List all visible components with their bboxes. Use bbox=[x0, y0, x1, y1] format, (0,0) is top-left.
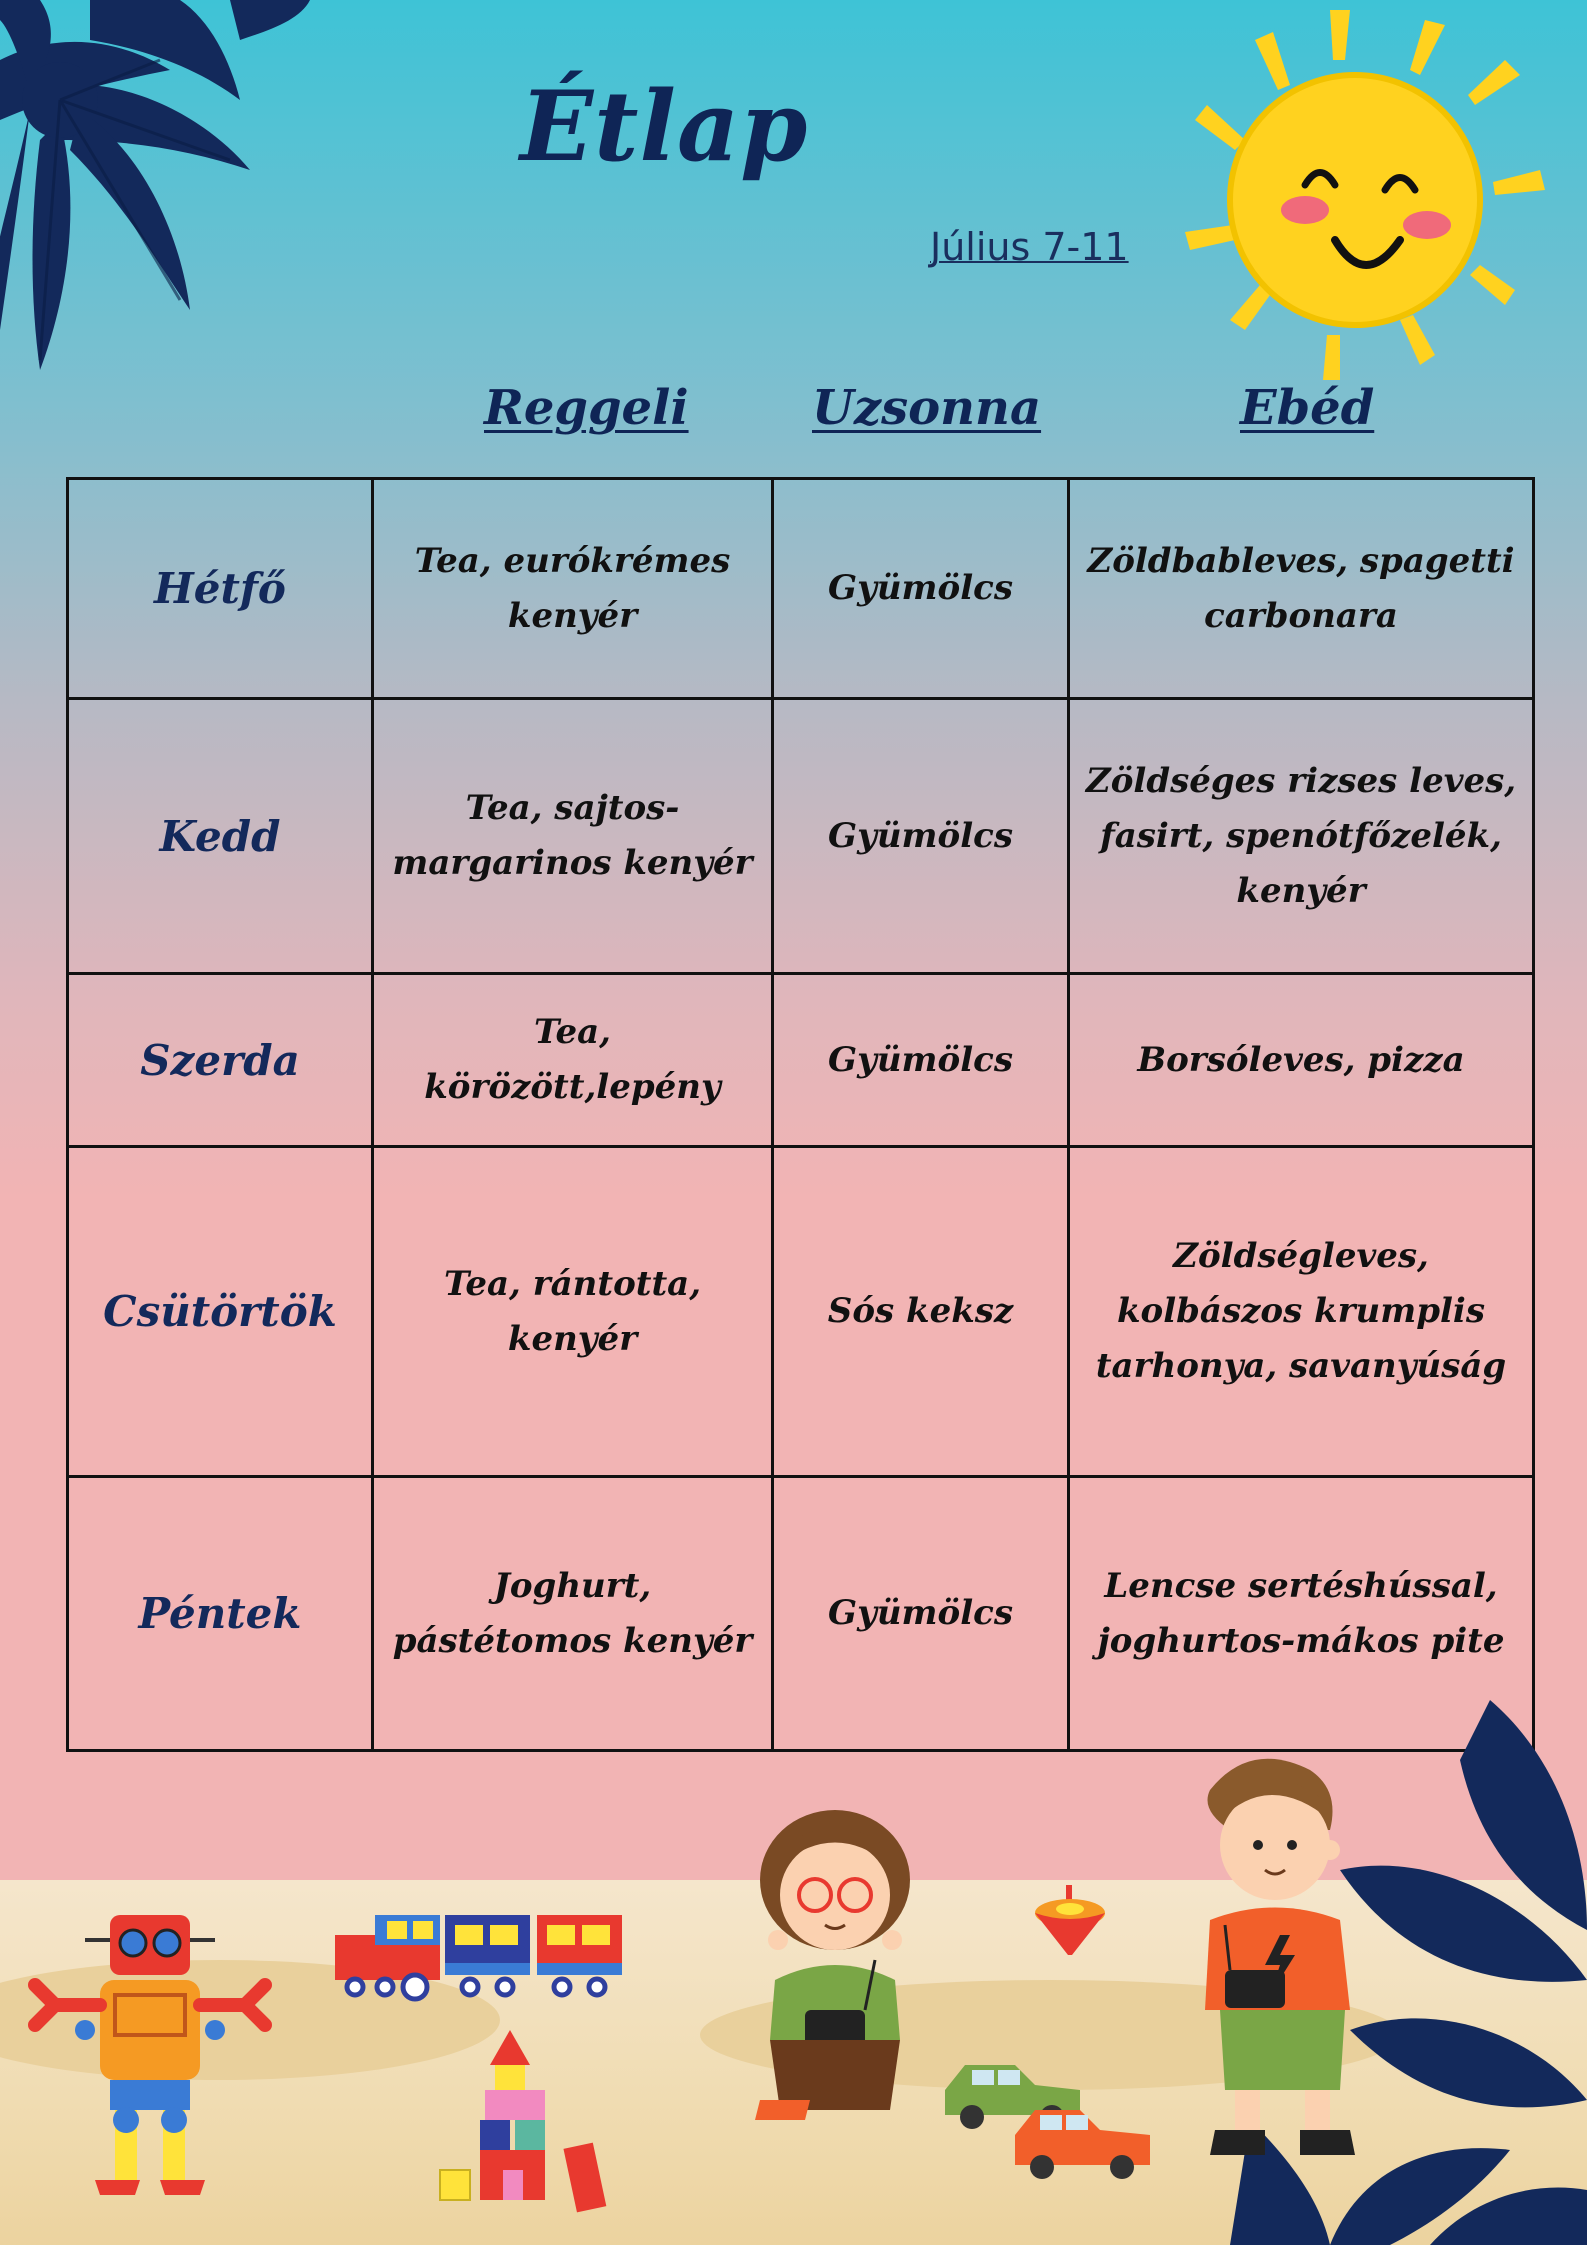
toy-blocks-icon bbox=[435, 2030, 615, 2215]
uzsonna-cell: Gyümölcs bbox=[773, 479, 1069, 699]
robot-icon bbox=[15, 1905, 285, 2205]
uzsonna-cell: Gyümölcs bbox=[773, 1477, 1069, 1751]
table-row bbox=[68, 699, 1534, 974]
uzsonna-cell: Gyümölcs bbox=[773, 699, 1069, 974]
toy-cars-icon bbox=[940, 2055, 1160, 2185]
spinning-top-icon bbox=[1030, 1885, 1110, 1965]
reggeli-cell: Tea, rántotta, kenyér bbox=[373, 1147, 773, 1477]
page-title: Étlap bbox=[520, 70, 809, 183]
day-cell: Péntek bbox=[68, 1477, 373, 1751]
column-header-ebed: Ebéd bbox=[1240, 380, 1375, 436]
boy-with-remote-icon bbox=[1170, 1750, 1390, 2170]
column-header-reggeli: Reggeli bbox=[484, 380, 689, 436]
reggeli-cell: Tea, eurókrémes kenyér bbox=[373, 479, 773, 699]
uzsonna-cell: Sós keksz bbox=[773, 1147, 1069, 1477]
sun-icon bbox=[1135, 0, 1587, 420]
girl-with-remote-icon bbox=[750, 1810, 920, 2130]
uzsonna-cell: Gyümölcs bbox=[773, 974, 1069, 1147]
reggeli-cell: Tea, körözött,lepény bbox=[373, 974, 773, 1147]
column-header-uzsonna: Uzsonna bbox=[812, 380, 1042, 436]
day-cell: Szerda bbox=[68, 974, 373, 1147]
day-cell: Csütörtök bbox=[68, 1147, 373, 1477]
reggeli-cell: Joghurt, pástétomos kenyér bbox=[373, 1477, 773, 1751]
date-range: Július 7-11 bbox=[930, 225, 1129, 269]
day-cell: Kedd bbox=[68, 699, 373, 974]
ebed-cell: Zöldséges rizses leves, fasirt, spenótfőzelék, kenyér bbox=[1069, 699, 1534, 974]
table-row bbox=[68, 479, 1534, 699]
ebed-cell: Lencse sertéshússal, joghurtos-mákos pite bbox=[1069, 1477, 1534, 1751]
palm-tree-icon bbox=[0, 0, 380, 460]
ebed-cell: Borsóleves, pizza bbox=[1069, 974, 1534, 1147]
table-row bbox=[68, 1147, 1534, 1477]
day-cell: Hétfő bbox=[68, 479, 373, 699]
menu-table bbox=[66, 477, 1535, 1752]
table-row bbox=[68, 974, 1534, 1147]
reggeli-cell: Tea, sajtos-margarinos kenyér bbox=[373, 699, 773, 974]
ebed-cell: Zöldségleves, kolbászos krumplis tarhonya, savanyúság bbox=[1069, 1147, 1534, 1477]
toy-train-icon bbox=[325, 1905, 645, 2005]
ebed-cell: Zöldbableves, spagetti carbonara bbox=[1069, 479, 1534, 699]
